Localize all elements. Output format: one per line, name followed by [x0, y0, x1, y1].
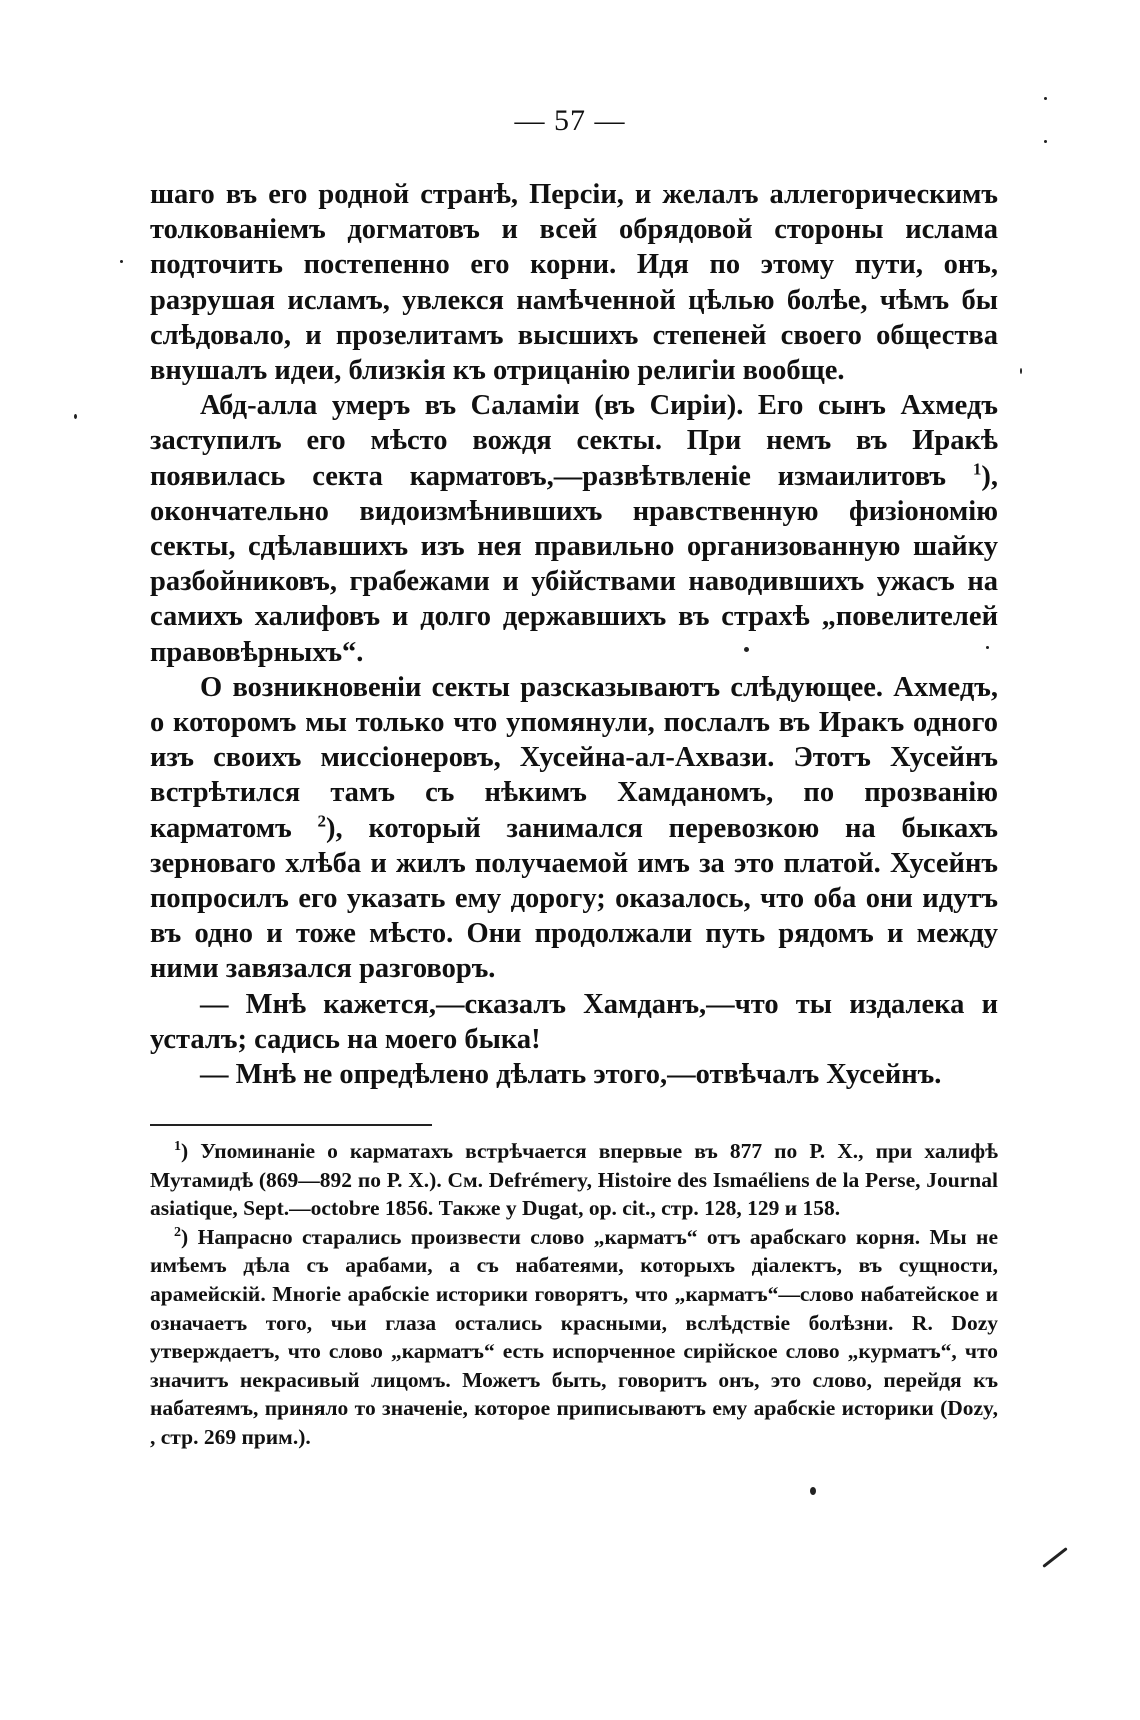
footnote-2-marker: 2 — [174, 1224, 181, 1240]
footnote-ref-1: 1 — [972, 459, 982, 479]
page-number: — 57 — — [514, 104, 626, 137]
ink-speck — [986, 646, 989, 649]
footnote-1 — [150, 1137, 998, 1223]
paragraph-3 — [150, 670, 998, 987]
ink-speck — [1044, 140, 1047, 143]
ink-speck — [1044, 97, 1047, 100]
paragraph-1-text: шаго въ его родной странѣ, Персіи, и желалъ аллегорическимъ толкованіемъ догматовъ и всей обрядовой стороны ислама подточить постепенно его корни. Идя по этому пути, онъ, разрушая исламъ, увлекся намѣченной цѣлью болѣе, чѣмъ бы слѣдовало, и прозелитамъ высшихъ степеней своего общества внушалъ идеи, близкія къ отрицанію религіи вообще. — [150, 179, 998, 387]
paragraph-4-text: — Мнѣ кажется,—сказалъ Хамданъ,—что ты издалека и усталъ; садись на моего быка! — [150, 988, 998, 1055]
paragraph-2 — [150, 388, 998, 670]
ink-scratch — [1042, 1547, 1067, 1568]
footnote-2-text: ) Напрасно старались произвести слово „карматъ“ отъ арабскаго корня. Мы не имѣемъ дѣла съ арабами, а съ набатеями, которыхъ діалектъ, въ сущности, арамейскій. Многіе арабскіе историки говорятъ, что „карматъ“—слово набатейское и означаетъ того, чьи глаза остались красными, вслѣдствіе болѣзни. R. Dozy утверждаетъ, что слово „карматъ“ есть испорченное сирійское слово „курматъ“, что значитъ некрасивый лицомъ. Можетъ быть, говоритъ онъ, это слово, перейдя къ набатеямъ, приняло то значеніе, которое приписываютъ ему арабскіе историки (Dozy, , стр. 269 прим.). — [150, 1224, 998, 1449]
footnote-1-text: ) Упоминаніе о карматахъ встрѣчается впервые въ 877 по Р. Х., при халифѣ Мутамидѣ (869—892 по Р. Х.). См. Defrémery, Histoire des Ismaéliens de la Perse, Journal asiatique, Sept.—octobre 1856. Также у Dugat, op. cit., стр. 128, 129 и 158. — [150, 1139, 998, 1221]
ink-speck — [120, 260, 123, 263]
ink-speck — [810, 1487, 816, 1495]
paragraph-4 — [150, 987, 998, 1057]
footnotes — [150, 1137, 998, 1452]
footnote-divider — [150, 1124, 432, 1126]
ink-speck — [1020, 368, 1022, 374]
paragraph-2-text-a: Абд-алла умеръ въ Саламіи (въ Сиріи). Его сынъ Ахмедъ заступилъ его мѣсто вождя секты. При немъ въ Иракѣ появилась секта карматовъ,—развѣтвленіе измаилитовъ — [150, 390, 998, 492]
paragraph-2-text-b: ), окончательно видоизмѣнившихъ нравственную физіономію секты, сдѣлавшихъ изъ нея правильно организованную шайку разбойниковъ, грабежами и убійствами наводившихъ ужасъ на самихъ халифовъ и долго державшихъ въ страхѣ „повелителей правовѣрныхъ“. — [150, 460, 998, 668]
paragraph-1 — [150, 177, 998, 388]
ink-speck — [74, 414, 77, 419]
footnote-1-marker: 1 — [174, 1138, 181, 1154]
paragraph-3-text-a: О возникновеніи секты разсказываютъ слѣдующее. Ахмедъ, о которомъ мы только что упомянули, послалъ въ Иракъ одного изъ своихъ миссіонеровъ, Хусейна-ал-Ахвази. Этотъ Хусейнъ встрѣтился тамъ съ нѣкимъ Хамданомъ, по прозванію карматомъ — [150, 671, 998, 844]
footnote-ref-2: 2 — [317, 811, 327, 831]
paragraph-5 — [150, 1057, 998, 1092]
footnote-2 — [150, 1223, 998, 1452]
ink-speck — [744, 647, 749, 652]
main-text — [150, 177, 998, 1092]
paragraph-3-text-b: ), который занимался перевозкою на быкахъ зерноваго хлѣба и жилъ получаемой имъ за это платой. Хусейнъ попросилъ его указать ему дорогу; оказалось, что оба они идутъ въ одно и тоже мѣсто. Они продолжали путь рядомъ и между ними завязался разговоръ. — [150, 812, 998, 985]
paragraph-5-text: — Мнѣ не опредѣлено дѣлать этого,—отвѣчалъ Хусейнъ. — [200, 1059, 942, 1091]
